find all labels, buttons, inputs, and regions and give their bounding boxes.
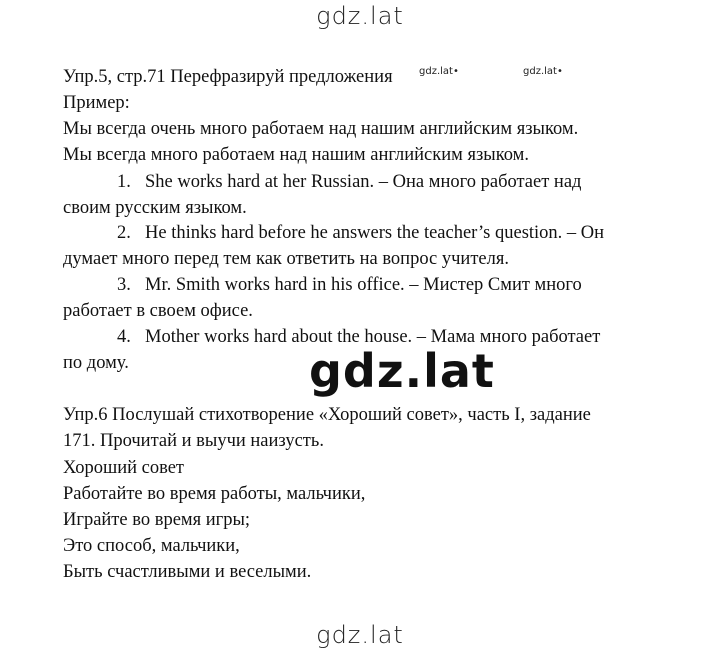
watermark-small-right: gdz.lat• [523,66,563,77]
list-item-text: She works hard at her Russian. – Она много работает над [145,172,582,192]
example-sentence-2: Мы всегда много работаем над нашим английским языком. [63,145,529,165]
list-item-1-line2: своим русским языком. [63,198,247,218]
list-item-4-line2: по дому. [63,353,129,373]
poem-line-3: Это способ, мальчики, [63,536,240,556]
list-item-1-line1 [117,171,581,193]
poem-line-4: Быть счастливыми и веселыми. [63,562,312,582]
exercise5-heading: Упр.5, стр.71 Перефразируй предложения [63,67,393,87]
watermark-top: gdz.lat [316,2,404,30]
exercise6-heading-line1: Упр.6 Послушай стихотворение «Хороший совет», часть I, задание [63,405,591,425]
example-label: Пример: [63,93,130,113]
list-item-number: 1. [117,172,131,192]
example-sentence-1: Мы всегда очень много работаем над нашим английским языком. [63,119,579,139]
watermark-small-left: gdz.lat• [419,66,459,77]
list-item-number: 2. [117,223,131,243]
list-item-2-line2: думает много перед тем как ответить на вопрос учителя. [63,249,509,269]
list-item-2-line1 [117,222,604,244]
poem-line-2: Играйте во время игры; [63,510,251,530]
watermark-center: gdz.lat [309,344,495,398]
list-item-text: He thinks hard before he answers the teacher’s question. – Он [145,223,605,243]
watermark-bottom: gdz.lat [316,621,404,649]
list-item-number: 3. [117,275,131,295]
poem-line-1: Работайте во время работы, мальчики, [63,484,366,504]
exercise6-heading-line2: 171. Прочитай и выучи наизусть. [63,431,324,451]
list-item-text: Mother works hard about the house. – Мама много работает [145,327,601,347]
list-item-3-line2: работает в своем офисе. [63,301,253,321]
list-item-text: Mr. Smith works hard in his office. – Мистер Смит много [145,275,582,295]
poem-title: Хороший совет [63,458,184,478]
list-item-3-line1 [117,274,582,296]
list-item-number: 4. [117,327,131,347]
